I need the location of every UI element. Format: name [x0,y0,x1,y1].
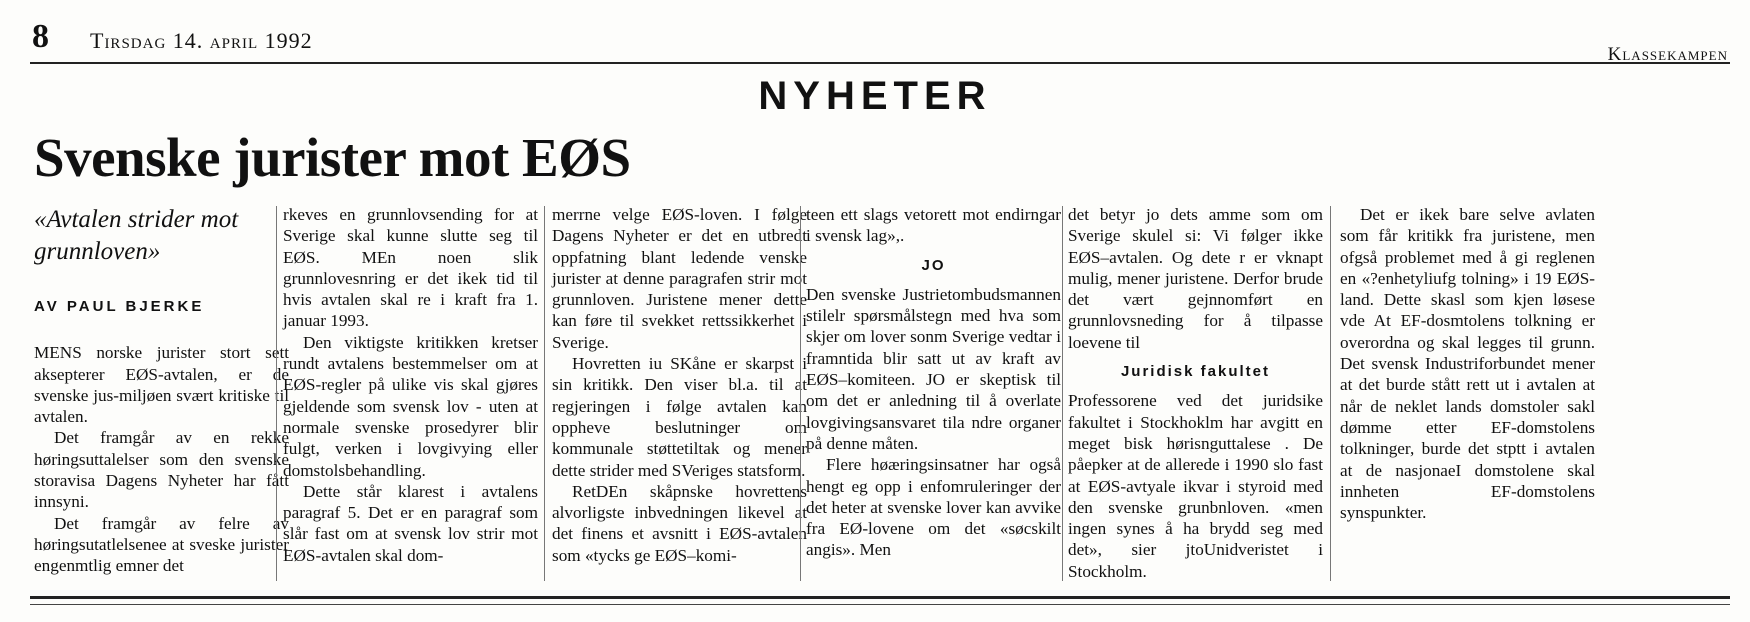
crosshead-jo: JO [921,256,946,274]
page-number: 8 [32,18,49,55]
column-divider [1330,206,1331,581]
paragraph: RetDEn skåpnske hovrettens alvorligste inbvedningen likevel at det finens et avsnitt i EØS-avtalen som «tycks ge EØS–komi- [552,481,807,565]
article-headline: Svenske jurister mot EØS [34,127,631,188]
paragraph: Det er ikek bare selve avlaten som får kritikk fra juristene, men ofgså problemet med å gi reglenen en «?enhetyliufg tolning» i 19 EØS-land. Dette skasl som kjen løsese vde At EF-dosmtolens tolkning er overordna og skal legges til grunn. Det svensk Industriforbundet mener at det burde stått rett ut i avtalen at når de neklet lands domstoler sakl dømme etter EF-domstolens tolkninger, burde det stptt i avtalen at de nasjonaeI domstolene skal innheten EF-domstolens synspunkter. [1340,205,1595,523]
paragraph: Flere høæringsinsatner har også hengt eg opp i enfomruleringer der det heter at svenske lover kan avvike fra EØ-lovene om det «søcskilt angis». Men [806,455,1061,560]
article-column-2 [283,204,538,566]
paragraph: Det framgår av felre av høringsutatlelsenee at sveske jurister engenmtlig emner det [34,513,289,576]
article-column-5 [1068,204,1323,582]
footer-rule-thin [30,604,1730,605]
newspaper-name: Klassekampen [1607,44,1728,65]
article-subheadline: «Avtalen strider mot grunnloven» [34,206,239,265]
article-byline: AV PAUL BJERKE [34,298,205,315]
article-column-4 [806,204,1061,561]
column-divider [544,206,545,581]
paragraph: Hovretten iu SKåne er skarpst i sin kritikk. Den viser bl.a. til at regjeringen i følge avtalen kan oppheve beslutninger om kommunale støttetiltak og mener dette strider med SVeriges statsform. [552,354,807,480]
paragraph: MENS norske jurister stort sett aksepterer EØS-avtalen, er de svenske jus-miljøen svært kritiske til avtalen. [34,343,289,427]
paragraph: Professorene ved det juridsike fakultet i Stockhoklm har avgitt en meget bisk hørisnguttalese . De påepker at de allerede i 1990 slo fast at EØS-avtyale ikvar i styroid med den svenske grunbnloven. «men ingen synes å ha brydd seg med det», sier jtoUnidveristet i Stockholm. [1068,391,1323,581]
paragraph: Den svenske Justrietombudsmannen stilelr spørsmålstegn med hva som skjer om lover sonm Sverige vedtar i framntida blir satt ut av kraft av EØS–komiteen. JO er skeptisk til om det er anledning til å overlate lovgivingsansvaret tila ndre organer på denne måten. [806,284,1061,453]
article-column-3 [552,204,807,566]
paragraph: merrne velge EØS-loven. I følge Dagens Nyheter er det en utbredt oppfatning blant ledende venske jurister at denne paragrafen strir mot grunnloven. Juristene mener dette kan føre til svekket rettssikkerhet i Sverige. [552,205,807,352]
footer-rule [30,596,1730,599]
paragraph: Den viktigste kritikken kretser rundt avtalens bestemmelser om at EØS-regler på ulike vis skal gjøres gjeldende som svensk lov - uten at normale svenske prosedyrer blir fulgt, verken i lovgivying eller domstolsbehandling. [283,332,538,480]
issue-date: Tirsdag 14. april 1992 [90,28,313,53]
column-divider [1062,206,1063,581]
paragraph: det betyr jo dets amme som om Sverige skulel si: Vi følger ikke EØS–avtalen. Og dete r er vknapt mulig, mener juristene. Derfor brude det vært gejnnomført en grunnlovsneding for å tilpasse loevene til [1068,205,1323,352]
article-column-6 [1340,204,1595,523]
column-divider [800,206,801,581]
paragraph: teen ett slags vetorett mot endirngar i svensk lag»,. [806,205,1061,246]
section-title: NYHETER [758,74,992,118]
paragraph: Dette står klarest i avtalens paragraf 5. Det er en paragraf som slår fast om at svensk lov strir mot EØS-avtalen skal dom- [283,481,538,565]
crosshead-juridisk-fakultet: Juridisk fakultet [1120,363,1271,381]
article-column-1 [34,204,289,577]
column-divider [276,206,277,581]
paragraph: rkeves en grunnlovsending for at Sverige skal kunne slutte seg til EØS. MEn noen slik grunnlovesnring er det ikek tid til hvis avtalen skal re i kraft fra 1. januar 1993. [283,205,538,331]
paragraph: Det framgår av en rekke høringsuttalelser som den svenske storavisa Dagens Nyheter har fått innsyni. [34,428,289,512]
